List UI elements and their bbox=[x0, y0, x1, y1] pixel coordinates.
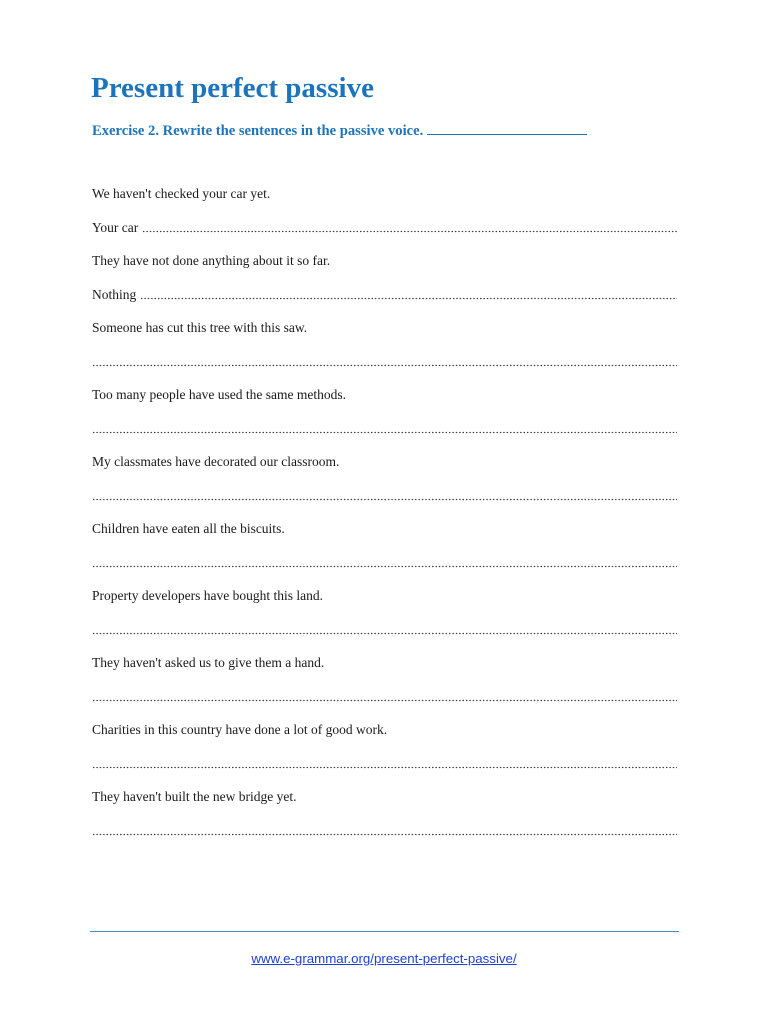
sentence-prompt: Children have eaten all the biscuits. bbox=[92, 521, 285, 536]
answer-line[interactable] bbox=[92, 419, 677, 439]
exercise-instructions-text: Exercise 2. Rewrite the sentences in the passive voice. bbox=[92, 123, 424, 139]
answer-line[interactable] bbox=[92, 285, 677, 305]
sentence-prompt: Too many people have used the same methods. bbox=[92, 387, 346, 402]
dotted-answer-blank[interactable] bbox=[92, 698, 677, 702]
footer-source-link[interactable]: www.e-grammar.org/present-perfect-passive/ bbox=[251, 951, 517, 966]
answer-line[interactable] bbox=[92, 821, 677, 841]
answer-lead-text: Nothing bbox=[92, 287, 137, 302]
dotted-answer-blank[interactable] bbox=[92, 497, 677, 501]
dotted-answer-blank[interactable] bbox=[92, 631, 677, 635]
exercise-item bbox=[92, 452, 680, 519]
dotted-answer-blank[interactable] bbox=[142, 229, 677, 233]
exercise-item bbox=[92, 519, 680, 586]
exercise-item bbox=[92, 720, 680, 787]
exercise-item bbox=[92, 787, 680, 854]
answer-line[interactable] bbox=[92, 553, 677, 573]
name-blank-line bbox=[427, 120, 587, 135]
sentence-prompt: Charities in this country have done a lot of good work. bbox=[92, 722, 388, 737]
sentence-prompt: They haven't built the new bridge yet. bbox=[92, 789, 297, 804]
exercise-instructions bbox=[92, 120, 587, 141]
sentence-prompt: We haven't checked your car yet. bbox=[92, 186, 271, 201]
sentence-prompt: Someone has cut this tree with this saw. bbox=[92, 320, 308, 335]
dotted-answer-blank[interactable] bbox=[92, 430, 677, 434]
sentence-prompt: They haven't asked us to give them a hand. bbox=[92, 655, 325, 670]
answer-line[interactable] bbox=[92, 620, 677, 640]
answer-line[interactable] bbox=[92, 486, 677, 506]
exercise-item bbox=[92, 251, 680, 318]
exercise-item bbox=[92, 318, 680, 385]
exercise-item bbox=[92, 586, 680, 653]
sentence-prompt: Property developers have bought this land. bbox=[92, 588, 323, 603]
dotted-answer-blank[interactable] bbox=[92, 363, 677, 367]
exercise-item bbox=[92, 653, 680, 720]
answer-line[interactable] bbox=[92, 687, 677, 707]
answer-line[interactable] bbox=[92, 754, 677, 774]
sentence-prompt: My classmates have decorated our classroom. bbox=[92, 454, 340, 469]
dotted-answer-blank[interactable] bbox=[92, 832, 677, 836]
sentence-prompt: They have not done anything about it so far. bbox=[92, 253, 331, 268]
dotted-answer-blank[interactable] bbox=[140, 296, 677, 300]
answer-lead-text: Your car bbox=[92, 220, 139, 235]
exercise-item bbox=[92, 385, 680, 452]
dotted-answer-blank[interactable] bbox=[92, 564, 677, 568]
page-title: Present perfect passive bbox=[91, 72, 374, 104]
answer-line[interactable] bbox=[92, 218, 677, 238]
dotted-answer-blank[interactable] bbox=[92, 765, 677, 769]
exercise-item bbox=[92, 184, 680, 251]
footer-divider bbox=[90, 931, 679, 932]
answer-line[interactable] bbox=[92, 352, 677, 372]
exercise-list bbox=[92, 184, 680, 854]
